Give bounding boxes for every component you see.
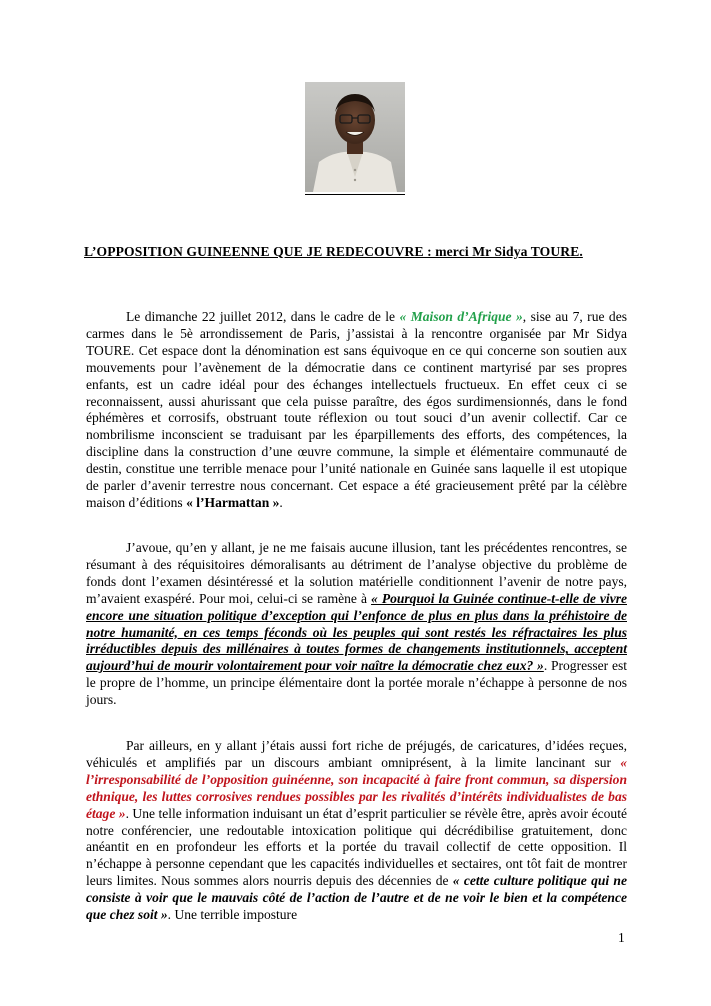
paragraph-1 <box>86 309 627 512</box>
paragraph-2 <box>86 540 627 709</box>
p1-bold-quote: « l’Harmattan » <box>186 494 280 510</box>
p1-green-quote: « Maison d’Afrique » <box>399 309 523 324</box>
p3-bold-italic-quote: « cette culture politique qui ne consiste à voir que le mauvais côté de l’action de l’autre et de ne voir le bien et la compétence que chez soit » <box>86 873 627 923</box>
p2-underlined-question: « Pourquoi la Guinée continue-t-elle de vivre encore une situation politique d’exception qui l’enfonce de plus en plus dans la préhistoire de notre humanité, en ces temps féconds où les peuples qui sont restés les réfractaires les plus irréductibles depuis des millénaires à toutes formes de changements institutionnels, acceptent aujourd’hui de mourir volontairement pour voir naître la démocratie chez eux? » <box>86 590 627 674</box>
p3-text-2: . Une telle information induisant un état d’esprit particulier se révèle être, après avoir écouté notre conférencier, une redoutable intoxication politique qui décrédibilise gratuitement, donc anéantit en en profondeur les efforts et la portée du travail collectif de cette opposition. Il n’échappe à personne cependant que les capacités individuelles et sectaires, ont tôt fait de montrer leurs limites. Nous sommes alors nourris depuis des décennies de <box>86 805 627 889</box>
portrait-photo <box>305 82 405 195</box>
p2-text-1: J’avoue, qu’en y allant, je ne me faisais aucune illusion, tant les précédentes rencontres, se résumant à des réquisitoires démoralisants au détriment de l’analyse objective du problème de fonds dont l’examen désintéressé et la solution matérielle conditionnent l’avenir de notre pays, m’avaient exaspéré. Pour moi, celui-ci se ramène à <box>86 540 627 606</box>
p2-text-2: . Progresser est le propre de l’homme, un principe élémentaire dont la portée morale n’échappe à personne de nos jours. <box>86 658 627 708</box>
p3-text-3: . Une terrible imposture <box>167 907 298 923</box>
p3-red-quote: « l’irresponsabilité de l’opposition guinéenne, son incapacité à faire front commun, sa dispersion ethnique, les luttes corrosives rendues possibles par les rivalités d’intérêts individualistes de bas étage » <box>86 754 627 821</box>
p1-text-1: Le dimanche 22 juillet 2012, dans le cadre de le <box>126 309 400 324</box>
paragraph-3 <box>86 738 627 924</box>
page-number: 1 <box>618 930 625 945</box>
p1-text-2: , sise au 7, rue des carmes dans le 5è arrondissement de Paris, j’assistai à la rencontre organisée par Mr Sidya TOURE. Cet espace dont la dénomination est sans équivoque en ce qui concerne son soutien aux mouvements pour l’avènement de la démocratie dans ce continent martyrisé par ses propres enfants, est un cadre idéal pour des échanges intellectuels fructueux. En effet ceux ci se reconnaissent, aussi ahurissant que cela puisse paraître, des égos surdimensionnés, dans le fond éphémères et corrosifs, obstruant toute réflexion ou tout souci d’un avenir collectif. Car ce nombrilisme inconscient se traduisant par les éparpillements des efforts, des compétences, la discipline dans la construction d’une œuvre commune, la simple et élémentaire communauté de destin, constitue une terrible menace pour l’unité nationale en Guinée sans laquelle il est utopique de parler d’avenir terrestre nous concernant. Cet espace a été gracieusement prêté par la célèbre maison d’éditions <box>86 309 627 510</box>
p3-text-1: Par ailleurs, en y allant j’étais aussi fort riche de préjugés, de caricatures, d’idées reçues, véhiculés et amplifiés par un discours ambiant omniprésent, à la limite lancinant sur <box>86 738 627 770</box>
p1-text-3: . <box>279 494 283 510</box>
document-title: L’OPPOSITION GUINEENNE QUE JE REDECOUVRE : merci Mr Sidya TOURE. <box>84 244 583 259</box>
